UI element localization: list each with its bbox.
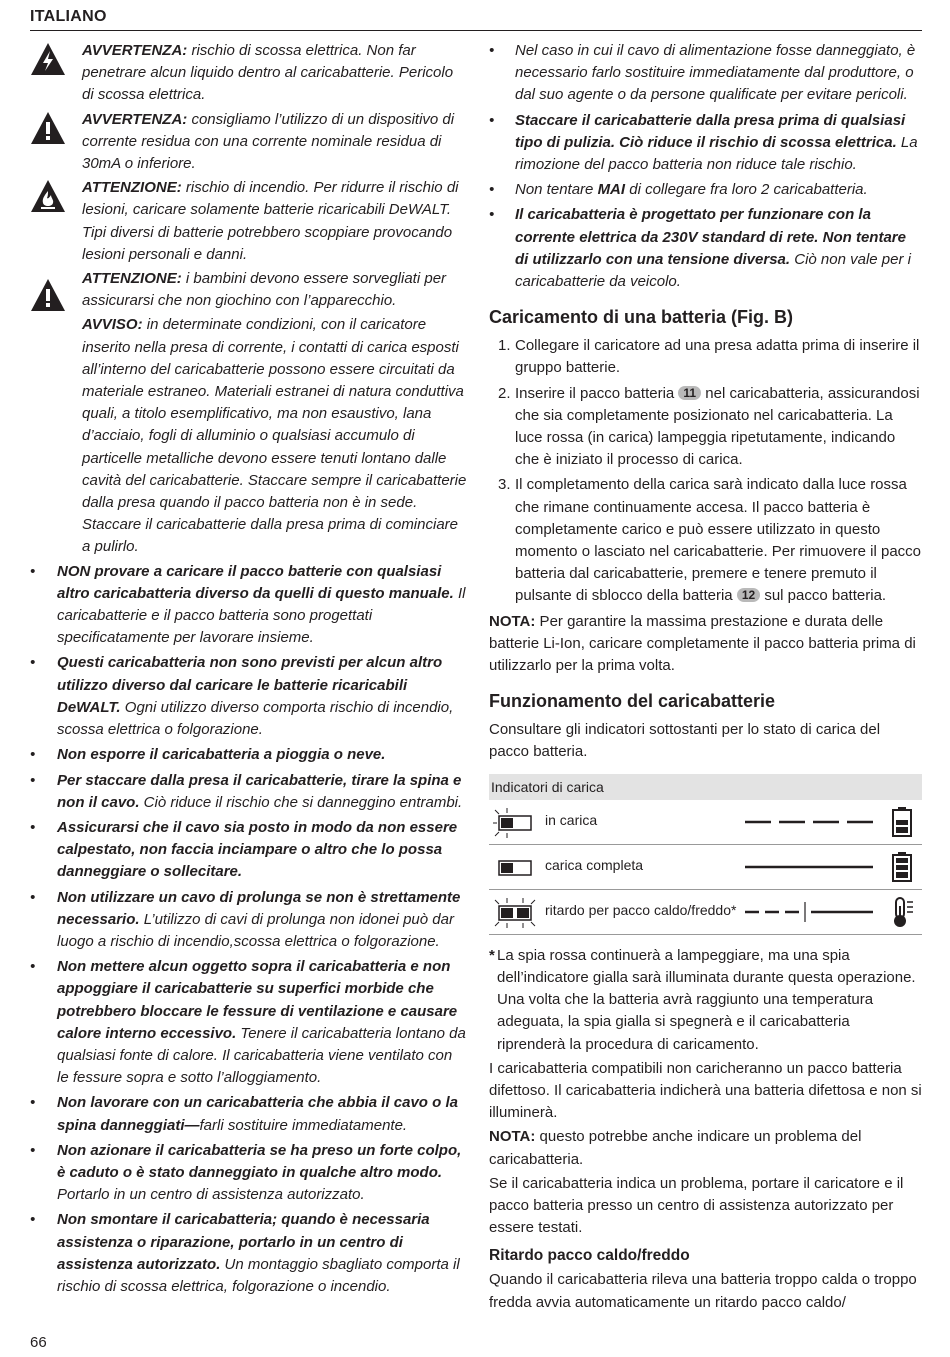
general-warning-icon — [30, 278, 66, 312]
warning-fire — [30, 177, 467, 266]
bullet-bold-text: Non azionare il caricabatteria se ha preso un forte colpo, è caduto o è stato danneggiato in qualche altro modo. — [57, 1141, 462, 1181]
bullet-pre-text: Non tentare — [515, 181, 598, 199]
table-row-full — [489, 845, 922, 890]
step-text-end: nel caricabatteria, assicurandosi che sia completamente posizionato nel caricabatteria. La luce rossa (in carica) lampeggia ripetutamente, indicando che è iniziato il processo di carica. — [515, 384, 920, 469]
bullet-bold-text: Non smontare il caricabatteria; quando è necessaria assistenza o riparazione, portarlo in un centro di assistenza autorizzato. — [57, 1211, 430, 1273]
table-row-charging — [489, 800, 922, 845]
bullet-item — [30, 652, 467, 741]
step-item — [489, 335, 922, 379]
bullet-item — [489, 40, 922, 107]
blinking-dual-led-icon — [493, 898, 537, 928]
language-label: ITALIANO — [30, 8, 107, 25]
warning-electric — [30, 40, 467, 107]
step-item — [489, 474, 922, 607]
nota-text: Per garantire la massima prestazione e durata delle batterie Li-Ion, caricare completamente il pacco batteria prima di utilizzarlo per la prima volta. — [489, 612, 916, 675]
bullet-text: Nel caso in cui il cavo di alimentazione fosse danneggiato, è necessario farlo sostituire immediatamente dal produttore, o dal suo agente o da persone qualificate per evitare pericoli. — [515, 42, 916, 104]
problem-paragraph: Se il caricabatteria indica un problema, portare il caricatore e il pacco batteria presso un centro di assistenza autorizzato per essere testati. — [489, 1174, 904, 1237]
operation-intro: Consultare gli indicatori sottostanti per lo stato di carica del pacco batteria. — [489, 721, 881, 761]
steady-led-icon — [493, 853, 537, 883]
bullet-text: La rimozione del pacco batteria non riduce tale rischio. — [515, 133, 918, 174]
bullet-item — [30, 770, 467, 814]
dashed-indicator — [745, 810, 875, 830]
asterisk: * — [489, 946, 495, 964]
left-column — [30, 40, 467, 1301]
nota-paragraph-2 — [489, 1126, 922, 1170]
bullet-item — [489, 110, 922, 177]
bullet-text: Portarlo in un centro di assistenza autorizzato. — [57, 1186, 365, 1204]
warning-children — [30, 268, 467, 312]
bullet-item — [30, 1209, 467, 1298]
bullet-item — [30, 887, 467, 954]
bullet-item — [30, 817, 467, 884]
page-number: 66 — [30, 1334, 47, 1351]
bullet-text: L’utilizzo di cavi di prolunga non idonei può dar luogo a rischio di incendio,scossa elettrica o folgorazione. — [57, 910, 454, 950]
step-text: Inserire il pacco batteria — [515, 384, 679, 402]
asterisk-note-text: La spia rossa continuerà a lampeggiare, ma una spia dell’indicatore gialla sarà illuminata durante questa operazione. Una volta che la batteria avrà raggiunto una temperatura adeguata, la spia gialla si spegnerà e il caricabatteria riprenderà la procedura di caricamento. — [497, 946, 916, 1053]
solid-indicator — [745, 855, 875, 875]
step-text: Il completamento della carica sarà indicato dalla luce rossa che rimane continuamente accesa. Il pacco batteria è completamente carico e può essere utilizzato in questo momento o lasciato nel caricabatterie. Per rimuovere il pacco batteria dal caricabatterie, premere e tenere premuto il pulsante di sblocco della batteria — [515, 476, 922, 605]
nota-label: NOTA: — [489, 1128, 536, 1146]
bullet-item — [489, 204, 922, 293]
blinking-led-icon — [493, 808, 537, 838]
bullet-bold-text: NON provare a caricare il pacco batterie con qualsiasi altro caricabatteria diverso da quelli di questo manuale. — [57, 562, 454, 602]
warning-label: AVVERTENZA: — [82, 42, 188, 59]
notice-foreign-material — [30, 314, 467, 558]
safety-bullet-list — [30, 561, 467, 1299]
row-label: in carica — [545, 811, 598, 828]
table-row-hot-cold-delay — [489, 890, 922, 935]
bullet-bold-text: Non esporre il caricabatteria a pioggia o neve. — [57, 746, 386, 764]
warning-label: ATTENZIONE: — [82, 270, 182, 288]
step-text-end: sul pacco batteria. — [760, 587, 887, 605]
thermometer-icon — [891, 896, 917, 928]
charge-indicator-table — [489, 774, 922, 935]
notice-text: in determinate condizioni, con il caricatore inserito nella presa di corrente, i contatti di carica esposti all’interno del caricabatterie possono essere circuitati da materiale estraneo. Materiali estranei di natura conduttiva quali, a titolo esemplificativo, ma non esaustivo, lana d’acciaio, fogli di alluminio o qualsiasi accumulo di particelle metalliche devono essere tenuti lontano dalle cavità del caricabatterie. Staccare sempre il caricabatterie dalla presa quando il pacco batteria non è in sede. Staccare il caricabatterie dalla presa prima di cominciare a pulirlo. — [82, 316, 467, 556]
operation-section-title: Funzionamento del caricabatterie — [489, 691, 776, 712]
bullet-item — [30, 744, 467, 766]
bullet-bold-text: Staccare il caricabatterie dalla presa prima di qualsiasi tipo di pulizia. Ciò riduce il rischio di scossa elettrica. — [515, 111, 906, 151]
warning-text: consigliamo l’utilizzo di un dispositivo di corrente residua con una corrente nominale residua di 30mA o inferiore. — [82, 110, 455, 173]
electric-shock-warning-icon — [30, 42, 66, 76]
row-label: ritardo per pacco caldo/freddo* — [545, 901, 737, 918]
general-warning-icon — [30, 111, 66, 145]
delay-subtitle: Ritardo pacco caldo/freddo — [489, 1247, 690, 1265]
bullet-item — [30, 561, 467, 650]
bullet-text: Ogni utilizzo diverso comporta rischio di incendio, scossa elettrica o folgorazione. — [57, 698, 454, 739]
warning-text: rischio di incendio. Per ridurre il rischio di lesioni, caricare solamente batterie ricaricabili DeWALT. Tipi diversi di batterie potrebbero scoppiare provocando lesioni personali e danni. — [82, 179, 459, 263]
compat-paragraph: I caricabatteria compatibili non caricheranno un pacco batteria difettoso. Il caricabatteria indicherà una batteria difettosa e non si illuminerà. — [489, 1059, 922, 1122]
bullet-bold-text: Non lavorare con un caricabatteria che abbia il cavo o la spina danneggiati— — [57, 1094, 458, 1134]
table-header: Indicatori di carica — [489, 774, 922, 800]
bullet-bold-text: MAI — [597, 181, 626, 199]
bullet-text: Ciò riduce il rischio che si danneggino entrambi. — [139, 793, 463, 811]
warning-text: i bambini devono essere sorvegliati per assicurarsi che non giochino con l’apparecchio. — [82, 270, 447, 310]
step-text: Collegare il caricatore ad una presa adatta prima di inserire il gruppo batterie. — [515, 337, 920, 377]
row-label: carica completa — [545, 856, 644, 873]
warning-label: ATTENZIONE: — [82, 179, 182, 197]
dash-then-solid-indicator — [745, 900, 875, 924]
nota-paragraph — [489, 611, 922, 678]
step-number: 3. — [498, 476, 511, 494]
bullet-bold-text: Il caricabatteria è progettato per funzionare con la corrente elettrica da 230V standard di rete. Non tentare di utilizzarlo con una tensione diversa. — [515, 206, 906, 268]
page-header — [30, 8, 922, 31]
bullet-bold-text: Non mettere alcun oggetto sopra il caricabatteria e non appoggiare il caricabatterie su superfici morbide che potrebbero bloccare le fessure di ventilazione e causare calore interno eccessivo. — [57, 958, 458, 1042]
charging-steps — [489, 335, 922, 607]
bullet-bold-text: Questi caricabatteria non sono previsti per alcun altro utilizzo diverso dal caricare le batterie ricaricabili DeWALT. — [57, 654, 443, 716]
bullet-text: di collegare fra loro 2 caricabatteria. — [625, 181, 868, 199]
bullet-bold-text: Assicurarsi che il cavo sia posto in modo da non essere calpestato, non faccia inciampare o altro che lo possa danneggiare o sollecitare. — [57, 818, 458, 881]
bullet-text: Un montaggio sbagliato comporta il rischio di scossa elettrica, folgorazione o incendio. — [57, 1255, 460, 1295]
battery-charging-icon — [891, 806, 913, 838]
bullet-bold-text: Non utilizzare un cavo di prolunga se non è strettamente necessario. — [57, 888, 461, 928]
nota-label: NOTA: — [489, 612, 536, 630]
bullet-item — [489, 179, 922, 201]
fire-warning-icon — [30, 179, 66, 213]
bullet-text: Tenere il caricabatteria lontano da qualsiasi fonte di calore. Il caricabatteria viene ventilato con le fessure sopra e sotto l’alloggiamento. — [57, 1024, 466, 1087]
warning-rcd — [30, 109, 467, 176]
battery-full-icon — [891, 851, 913, 883]
bullet-item — [30, 956, 467, 1089]
bullet-item — [30, 1140, 467, 1207]
bullet-text: Ciò non vale per i caricabatterie da veicolo. — [515, 250, 911, 291]
bullet-bold-text: Per staccare dalla presa il caricabatterie, tirare la spina e non il cavo. — [57, 771, 462, 811]
step-item — [489, 383, 922, 472]
warning-text: rischio di scossa elettrica. Non far penetrare alcun liquido dentro al caricabatterie. Pericolo di scossa elettrica. — [82, 42, 454, 104]
step-number: 2. — [498, 384, 511, 402]
bullet-text: Il caricabatterie e il pacco batteria sono progettati specificatamente per lavorare insieme. — [57, 584, 466, 647]
bullet-item — [30, 1092, 467, 1136]
asterisk-note — [489, 945, 922, 1056]
warning-label: AVVERTENZA: — [82, 110, 188, 128]
nota-text: questo potrebbe anche indicare un problema del caricabatteria. — [489, 1128, 862, 1168]
charging-section-title: Caricamento di una batteria (Fig. B) — [489, 307, 794, 328]
right-column — [489, 40, 922, 1316]
bullet-text: farli sostituire immediatamente. — [199, 1116, 408, 1134]
figure-reference-badge: 12 — [737, 588, 760, 602]
safety-bullet-list-continued — [489, 40, 922, 293]
notice-label: AVVISO: — [82, 316, 143, 334]
figure-reference-badge: 11 — [678, 386, 701, 400]
delay-paragraph: Quando il caricabatteria rileva una batteria troppo calda o troppo fredda avvia automaticamente un ritardo pacco caldo/ — [489, 1271, 917, 1311]
step-number: 1. — [498, 337, 511, 355]
